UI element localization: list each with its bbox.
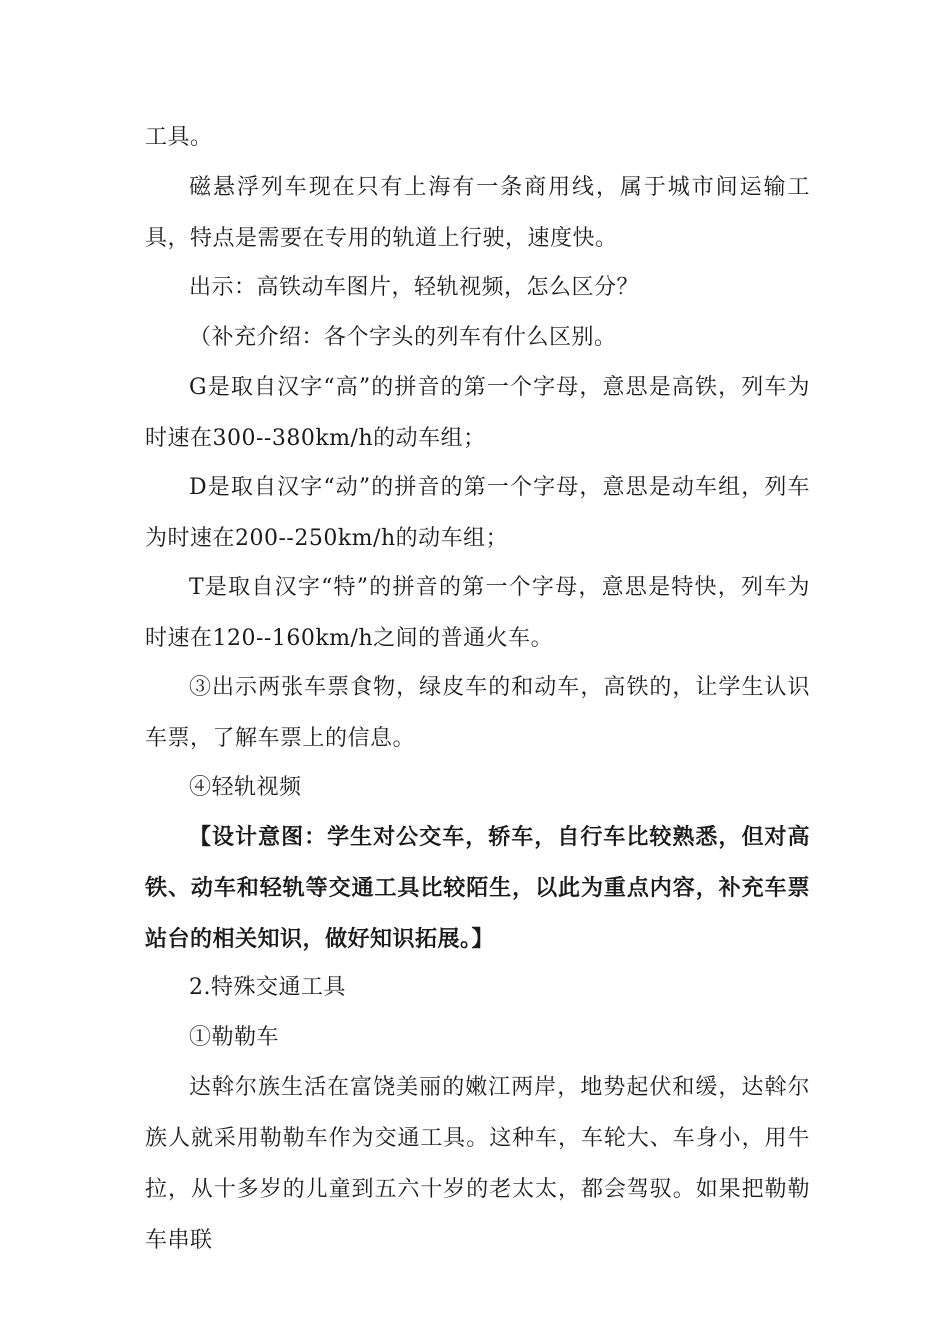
paragraph-light-rail-video: ④轻轨视频 <box>189 775 302 800</box>
paragraph-maglev: 磁悬浮列车现在只有上海有一条商用线，属于城市间运输工具，特点是需要在专用的轨道上行驶，速度快。 <box>145 175 810 251</box>
paragraph-g-train: G是取自汉字“高”的拼音的第一个字母，意思是高铁，列车为时速在300--380km/h的动车组； <box>145 375 810 451</box>
paragraph-design-intent: 【设计意图：学生对公交车，轿车，自行车比较熟悉，但对高铁、动车和轻轨等交通工具比较陌生，以此为重点内容，补充车票站台的相关知识，做好知识拓展。】 <box>145 824 810 952</box>
paragraph-continuation: 工具。 <box>145 125 213 150</box>
paragraph-tickets: ③出示两张车票食物，绿皮车的和动车，高铁的，让学生认识车票，了解车票上的信息。 <box>145 675 810 751</box>
paragraph-supplement: （补充介绍：各个字头的列车有什么区别。 <box>189 325 617 350</box>
paragraph-show-pictures: 出示：高铁动车图片，轻轨视频，怎么区分？ <box>189 275 640 300</box>
paragraph-d-train: D是取自汉字“动”的拼音的第一个字母，意思是动车组，列车为时速在200--250km/h的动车组； <box>145 475 810 551</box>
paragraph-daur-people: 达斡尔族生活在富饶美丽的嫩江两岸，地势起伏和缓，达斡尔族人就采用勒勒车作为交通工具。这种车，车轮大、车身小，用牛拉，从十多岁的儿童到五六十岁的老太太，都会驾驭。如果把勒勒车串联 <box>145 1075 810 1253</box>
subheading-lele-cart: ①勒勒车 <box>189 1025 280 1050</box>
paragraph-t-train: T是取自汉字“特”的拼音的第一个字母，意思是特快，列车为时速在120--160km/h之间的普通火车。 <box>145 575 810 651</box>
section-heading-special-transport: 2.特殊交通工具 <box>189 975 346 1000</box>
